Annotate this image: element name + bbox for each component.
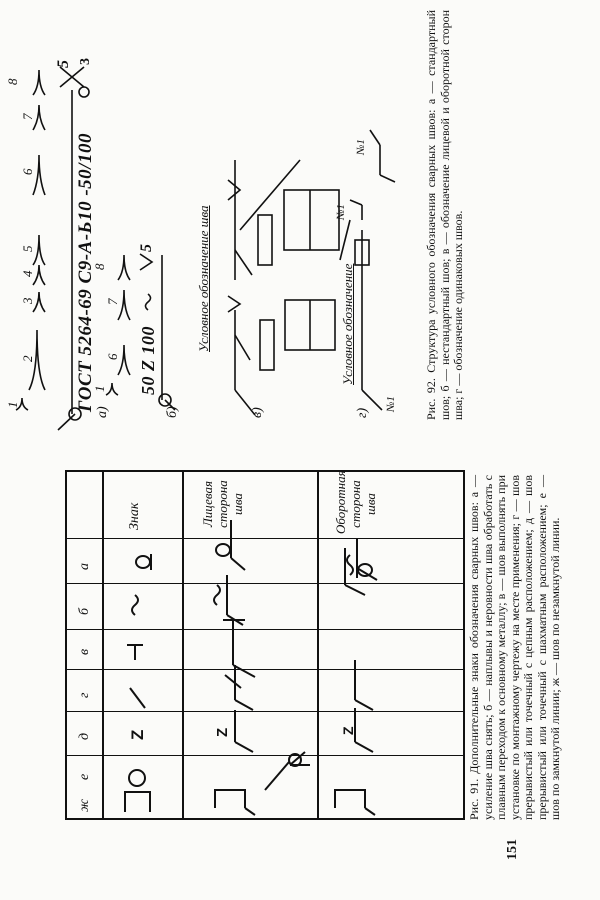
front-b-icon [214,575,243,625]
front-g-icon [225,665,253,710]
num-2: 2 [20,355,35,362]
fig92-caption: Рис. 92. Структура условного обозначения сварных швов: а — стандартный шов; б — нестандартный шов; в — обозначение лицевой и оборотной сторон шва; г — обозначение одинаковых швов. [424,10,465,420]
row-letter-b: б [77,607,92,615]
back-a-icon [357,538,377,580]
g-no-right: №1 [355,139,367,155]
v-conditional-label: Условное обозначение шва [196,205,211,352]
front-d-icon [235,710,253,752]
nonstandard-designation: 50 Z 100 [138,326,158,395]
fig92-label-b: б) [165,406,180,418]
b-num-1: 1 [92,385,107,392]
signs-table [65,470,465,820]
back-zh-icon [335,790,375,815]
num-1: 1 [5,401,20,408]
circle-number: 3 [78,58,93,65]
b-num-6: 6 [105,353,120,360]
num-7: 7 [20,113,35,120]
num-6: 6 [20,168,35,175]
row-letter-zh: ж [77,798,92,812]
num-4: 4 [20,270,35,277]
sign-circle-icon [129,770,145,786]
table-symbols [65,470,465,820]
front-v-icon [223,620,255,677]
sign-wave-icon [132,595,138,615]
g-no-left: №1 [385,396,397,412]
fig92-label-v: в) [250,407,265,418]
front-zh-icon [215,790,255,815]
back-d-icon [355,708,373,752]
gost-designation: ГОСТ 5264-69 С9-А-Ь10 -50/100 [75,133,96,412]
sign-z-icon: Z [128,729,147,740]
fig92 [0,0,600,430]
page-number: 151 [505,839,520,860]
svg-text:Z: Z [340,726,356,735]
sign-bump-icon [136,554,151,570]
header-sign: Знак [127,502,142,530]
fig92g-graphic [0,0,420,430]
num-5: 5 [20,245,35,252]
b-end-mark: 5 [138,244,155,252]
b-num-8: 8 [92,263,107,270]
sign-flag-icon [127,645,143,660]
fig92-label-g: г) [355,407,370,418]
front-a-icon [216,520,245,570]
end-mark-5: 5 [55,60,72,68]
row-letter-g: г [77,692,92,698]
g-no-top: №1 [335,204,347,220]
sign-slash-icon [130,688,145,708]
row-letter-e: е [77,773,92,780]
fig91-caption: Рис. 91. Дополнительные знаки обозначения сварных швов: а — усиление шва снять; б — наплывы и неровности шва обработать с плавным переходом к основному металлу; в — шов выполнять при установке по монтажному чертежу на месте применения; г — шов прерывистый или точечный с цепным расположением; д — шов прерывистый или точечный с шахматным расположением; е — шов по замкнутой линии; ж — шов по незамкнутой линии. [467,475,562,820]
header-front: Лицевая сторона шва [200,480,245,528]
svg-text:Z: Z [214,727,231,737]
b-num-7: 7 [105,298,120,305]
row-letter-a: а [77,563,92,570]
row-letter-v: в [77,648,92,655]
num-8: 8 [5,78,20,85]
row-letter-d: д [77,732,92,740]
fig92-label-a: а) [95,406,110,418]
back-g-icon [355,660,373,710]
back-e-icon [265,752,310,790]
num-3: 3 [20,297,35,304]
header-back: Оборотная сторона шва [333,470,378,534]
sign-bracket-icon [125,792,150,812]
g-conditional-label: Условное обозначение [340,263,355,385]
